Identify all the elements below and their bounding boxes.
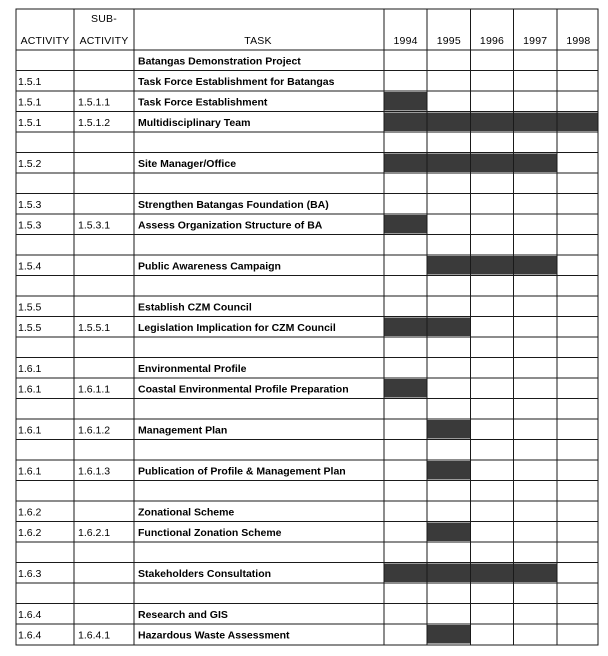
- gantt-bar: [384, 113, 598, 132]
- activity-cell: 1.5.1: [18, 96, 42, 109]
- task-cell: Research and GIS: [138, 609, 228, 621]
- header-subactivity-line2: ACTIVITY: [79, 35, 129, 47]
- task-cell: Stakeholders Consultation: [138, 568, 272, 580]
- bars-layer: [384, 92, 598, 644]
- subactivity-cell: 1.6.1.1: [78, 383, 111, 396]
- year-label-1995: 1995: [436, 35, 461, 47]
- activity-cell: 1.6.2: [18, 506, 42, 519]
- header-task: TASK: [244, 35, 272, 47]
- gantt-bar: [427, 256, 557, 275]
- task-cell: Batangas Demonstration Project: [138, 55, 301, 68]
- text-layer: [18, 13, 590, 642]
- activity-cell: 1.6.4: [18, 629, 42, 642]
- subactivity-cell: 1.6.1.2: [78, 424, 111, 437]
- gantt-bar: [427, 420, 470, 439]
- subactivity-cell: 1.6.4.1: [78, 629, 111, 642]
- activity-cell: 1.6.3: [18, 568, 42, 580]
- subactivity-cell: 1.5.1.1: [78, 96, 111, 109]
- task-cell: Task Force Establishment: [138, 96, 268, 109]
- activity-cell: 1.5.2: [18, 158, 42, 170]
- subactivity-cell: 1.5.3.1: [78, 219, 111, 232]
- task-cell: Strengthen Batangas Foundation (BA): [138, 199, 329, 211]
- activity-cell: 1.6.1: [18, 363, 42, 375]
- header-activity: ACTIVITY: [20, 35, 70, 47]
- year-label-1996: 1996: [479, 35, 505, 47]
- subactivity-cell: 1.5.1.2: [78, 117, 111, 129]
- year-label-1994: 1994: [393, 35, 418, 47]
- task-cell: Task Force Establishment for Batangas: [138, 76, 335, 88]
- activity-cell: 1.6.2: [18, 527, 42, 539]
- year-label-1998: 1998: [566, 35, 591, 47]
- activity-cell: 1.6.1: [18, 383, 42, 396]
- activity-cell: 1.6.4: [18, 609, 42, 621]
- task-cell: Assess Organization Structure of BA: [138, 219, 323, 232]
- task-cell: Zonational Scheme: [138, 506, 235, 519]
- gantt-bar: [427, 461, 470, 480]
- activity-cell: 1.5.1: [18, 76, 42, 88]
- activity-cell: 1.5.3: [18, 199, 42, 211]
- task-cell: Management Plan: [138, 424, 228, 437]
- task-cell: Functional Zonation Scheme: [138, 527, 282, 539]
- task-cell: Hazardous Waste Assessment: [138, 629, 290, 642]
- activity-cell: 1.6.1: [18, 465, 42, 478]
- gantt-bar: [427, 523, 470, 542]
- activity-cell: 1.6.1: [18, 424, 42, 437]
- task-cell: Publication of Profile & Management Plan: [138, 465, 346, 478]
- activity-cell: 1.5.1: [18, 117, 42, 129]
- activity-cell: 1.5.5: [18, 301, 42, 314]
- gantt-bar: [427, 625, 470, 644]
- gantt-bar: [384, 379, 427, 398]
- year-label-1997: 1997: [523, 35, 548, 47]
- activity-cell: 1.5.5: [18, 322, 42, 334]
- task-cell: Multidisciplinary Team: [138, 117, 251, 129]
- header-subactivity-line1: SUB-: [91, 13, 117, 25]
- gantt-bar: [384, 92, 427, 111]
- task-cell: Public Awareness Campaign: [138, 260, 281, 273]
- task-cell: Coastal Environmental Profile Preparation: [138, 383, 349, 396]
- activity-cell: 1.5.3: [18, 219, 42, 232]
- task-cell: Legislation Implication for CZM Council: [138, 322, 336, 334]
- task-cell: Site Manager/Office: [138, 158, 237, 170]
- subactivity-cell: 1.5.5.1: [78, 322, 111, 334]
- activity-cell: 1.5.4: [18, 260, 42, 273]
- gantt-bar: [384, 215, 427, 234]
- task-cell: Environmental Profile: [138, 363, 247, 375]
- subactivity-cell: 1.6.2.1: [78, 527, 111, 539]
- task-cell: Establish CZM Council: [138, 301, 252, 314]
- subactivity-cell: 1.6.1.3: [78, 465, 111, 478]
